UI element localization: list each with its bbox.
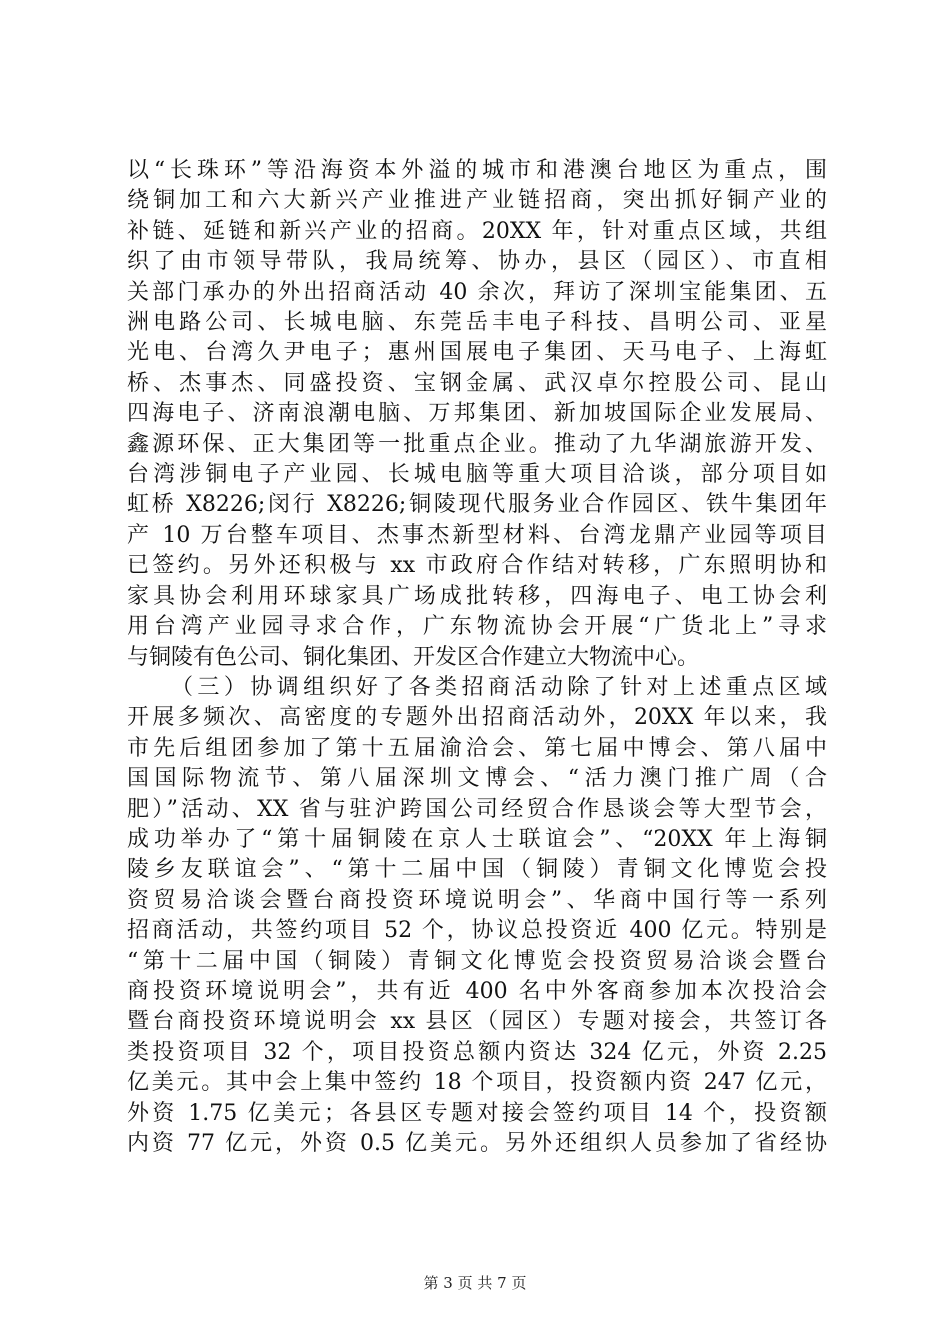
text-line: 洲电路公司、长城电脑、东莞岳丰电子科技、昌明公司、亚星 [127, 310, 827, 336]
text-line: 亿美元。其中会上集中签约 18 个项目，投资额内资 247 亿元， [127, 1070, 827, 1096]
text-line: 内资 77 亿元，外资 0.5 亿美元。另外还组织人员参加了省经协 [127, 1131, 827, 1156]
text-line: 关部门承办的外出招商活动 40 余次，拜访了深圳宝能集团、五 [127, 279, 827, 305]
page-number-footer: 第 3 页 共 7 页 [423, 1274, 527, 1292]
text-line: 以“长珠环”等沿海资本外溢的城市和港澳台地区为重点，围 [127, 158, 827, 183]
text-line: 绕铜加工和六大新兴产业推进产业链招商，突出抓好铜产业的 [127, 188, 827, 214]
text-line: 四海电子、济南浪潮电脑、万邦集团、新加坡国际企业发展局、 [127, 401, 827, 427]
text-line: 与铜陵有色公司、铜化集团、开发区合作建立大物流中心。 [127, 644, 700, 670]
document-body [127, 156, 827, 1159]
text-line: 市先后组团参加了第十五届渝洽会、第七届中博会、第八届中 [127, 735, 827, 761]
text-line: 用台湾产业园寻求合作，广东物流协会开展“广货北上”寻求 [127, 614, 827, 640]
text-line: 开展多频次、高密度的专题外出招商活动外，20XX 年以来，我 [127, 705, 827, 731]
text-line: 招商活动，共签约项目 52 个，协议总投资近 400 亿元。特别是 [127, 918, 827, 944]
text-line: 光电、台湾久尹电子；惠州国展电子集团、天马电子、上海虹 [127, 340, 827, 366]
text-line: 暨台商投资环境说明会 xx 县区（园区）专题对接会，共签订各 [127, 1009, 827, 1035]
text-line: 国国际物流节、第八届深圳文博会、“活力澳门推广周（合 [127, 766, 827, 792]
text-line: 家具协会利用环球家具广场成批转移，四海电子、电工协会利 [127, 583, 827, 609]
text-line: 陵乡友联谊会”、“第十二届中国（铜陵）青铜文化博览会投 [127, 857, 827, 883]
text-line: 商投资环境说明会”，共有近 400 名中外客商参加本次投洽会 [127, 978, 827, 1004]
text-line: 织了由市领导带队，我局统筹、协办，县区（园区）、市直相 [127, 249, 827, 275]
text-line: 鑫源环保、正大集团等一批重点企业。推动了九华湖旅游开发、 [127, 431, 827, 457]
text-line: 桥、杰事杰、同盛投资、宝钢金属、武汉卓尔控股公司、昆山 [127, 370, 827, 396]
text-line: “第十二届中国（铜陵）青铜文化博览会投资贸易洽谈会暨台 [127, 948, 827, 974]
text-line: 资贸易洽谈会暨台商投资环境说明会”、华商中国行等一系列 [127, 887, 827, 913]
text-line: 外资 1.75 亿美元；各县区专题对接会签约项目 14 个，投资额 [127, 1100, 827, 1126]
text-line: 补链、延链和新兴产业的招商。20XX 年，针对重点区域，共组 [127, 218, 827, 244]
text-line: 虹桥 X8226;闵行 X8226;铜陵现代服务业合作园区、铁牛集团年 [127, 492, 827, 518]
text-line: 类投资项目 32 个，项目投资总额内资达 324 亿元，外资 2.25 [127, 1039, 827, 1065]
text-line: 成功举办了“第十届铜陵在京人士联谊会”、“20XX 年上海铜 [127, 826, 827, 852]
text-line: 已签约。另外还积极与 xx 市政府合作结对转移，广东照明协和 [127, 553, 827, 579]
text-line: 肥）”活动、XX 省与驻沪跨国公司经贸合作恳谈会等大型节会， [127, 796, 827, 822]
section-heading-line: （三）协调组织好了各类招商活动除了针对上述重点区域 [171, 674, 827, 700]
text-line: 台湾涉铜电子产业园、长城电脑等重大项目洽谈，部分项目如 [127, 462, 827, 488]
text-line: 产 10 万台整车项目、杰事杰新型材料、台湾龙鼎产业园等项目 [127, 522, 827, 548]
